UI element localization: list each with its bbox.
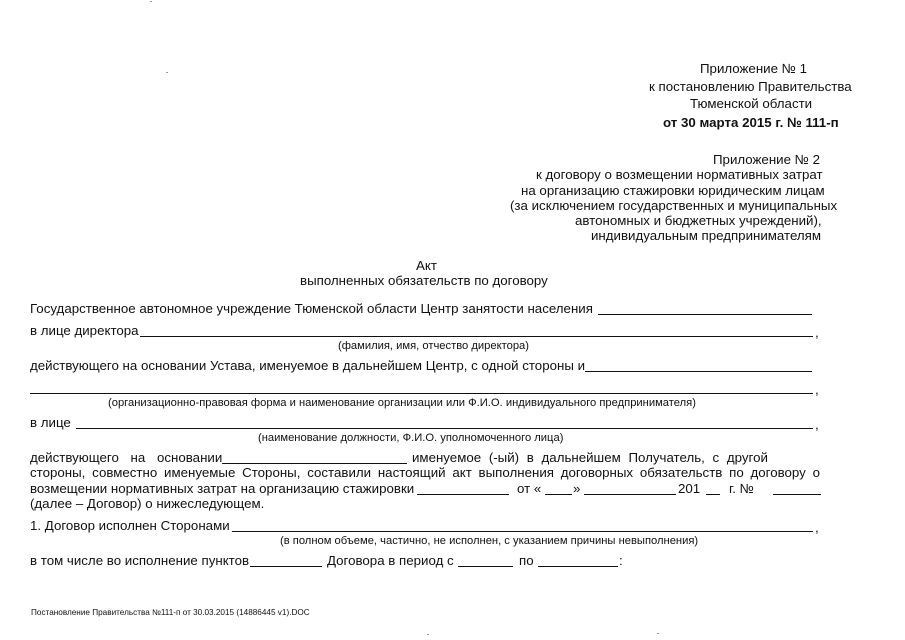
basis-label: действующего на основании bbox=[30, 450, 223, 465]
clauses-label: в том числе во исполнение пунктов bbox=[30, 553, 250, 568]
representative-blank bbox=[76, 428, 813, 429]
fulfilled-label: 1. Договор исполнен Сторонами bbox=[30, 518, 230, 533]
appendix-2-title: Приложение № 2 bbox=[713, 152, 821, 167]
organization-hint: (организационно-правовая форма и наименование организации или Ф.И.О. индивидуального предпринимателя) bbox=[108, 397, 696, 409]
organization-blank bbox=[30, 393, 813, 394]
contract-number-blank bbox=[773, 494, 821, 495]
appendix-2-line6: индивидуальным предпринимателям bbox=[591, 228, 822, 243]
period-to-label: по bbox=[519, 553, 534, 568]
representative-hint: (наименование должности, Ф.И.О. уполномоченного лица) bbox=[258, 432, 564, 444]
appendix-1-line2: к постановлению Правительства bbox=[649, 79, 852, 94]
fulfilled-hint: (в полном объеме, частично, не исполнен, с указанием причины невыполнения) bbox=[280, 535, 699, 547]
representative-comma: , bbox=[815, 417, 819, 432]
contract-year-prefix: 201 bbox=[678, 481, 701, 496]
recipient-name-blank bbox=[585, 371, 812, 372]
scan-speck bbox=[166, 72, 168, 73]
contract-year-blank bbox=[706, 494, 720, 495]
director-hint: (фамилия, имя, отчество директора) bbox=[338, 340, 530, 352]
appendix-2-line4: (за исключением государственных и муниципальных bbox=[510, 198, 838, 213]
fulfilled-comma: , bbox=[815, 520, 819, 535]
basis-blank bbox=[222, 463, 407, 464]
director-label: в лице директора bbox=[30, 323, 139, 338]
center-name-text: Государственное автономное учреждение Тюменской области Центр занятости населения bbox=[30, 301, 593, 316]
appendix-1-title: Приложение № 1 bbox=[700, 61, 808, 76]
appendix-1-line3: Тюменской области bbox=[690, 96, 813, 111]
contract-hereinafter: (далее – Договор) о нижеследующем. bbox=[30, 496, 265, 511]
contract-date-quote: » bbox=[573, 481, 581, 496]
scan-speck bbox=[427, 634, 429, 635]
period-from-blank bbox=[458, 566, 513, 567]
scan-speck bbox=[150, 1, 152, 2]
contract-subject-blank bbox=[417, 494, 509, 495]
period-to-blank bbox=[538, 566, 618, 567]
director-comma: , bbox=[815, 325, 819, 340]
act-title: Акт bbox=[416, 258, 437, 273]
fulfilled-blank bbox=[232, 531, 813, 532]
contract-date-prefix: от « bbox=[517, 481, 542, 496]
parties-text: стороны, совместно именуемые Стороны, составили настоящий акт выполнения договорных обязательств по договору о bbox=[30, 465, 820, 480]
act-subtitle: выполненных обязательств по договору bbox=[300, 273, 548, 288]
footer-document-name: Постановление Правительства №111-п от 30.03.2015 (14886445 v1).DOC bbox=[31, 608, 310, 617]
director-blank bbox=[140, 336, 813, 337]
representative-label: в лице bbox=[30, 415, 71, 430]
period-colon: : bbox=[619, 553, 623, 568]
center-name-blank bbox=[598, 314, 812, 315]
contract-text: возмещении нормативных затрат на организацию стажировки bbox=[30, 481, 415, 496]
period-from-label: Договора в период с bbox=[327, 553, 454, 568]
appendix-2-line3: на организацию стажировки юридическим лицам bbox=[521, 183, 825, 198]
organization-comma: , bbox=[815, 382, 819, 397]
appendix-2-line5: автономных и бюджетных учреждений), bbox=[575, 213, 822, 228]
basis-charter-text: действующего на основании Устава, именуемое в дальнейшем Центр, с одной стороны и bbox=[30, 358, 586, 373]
recipient-text: именуемое (-ый) в дальнейшем Получатель, с другой bbox=[412, 450, 768, 465]
appendix-1-date: от 30 марта 2015 г. № 111-п bbox=[663, 115, 839, 130]
contract-number-label: г. № bbox=[729, 481, 754, 496]
contract-month-blank bbox=[584, 494, 676, 495]
appendix-2-line2: к договору о возмещении нормативных затрат bbox=[536, 167, 823, 182]
contract-day-blank bbox=[545, 494, 572, 495]
scan-speck bbox=[657, 633, 659, 634]
clauses-blank bbox=[250, 566, 322, 567]
